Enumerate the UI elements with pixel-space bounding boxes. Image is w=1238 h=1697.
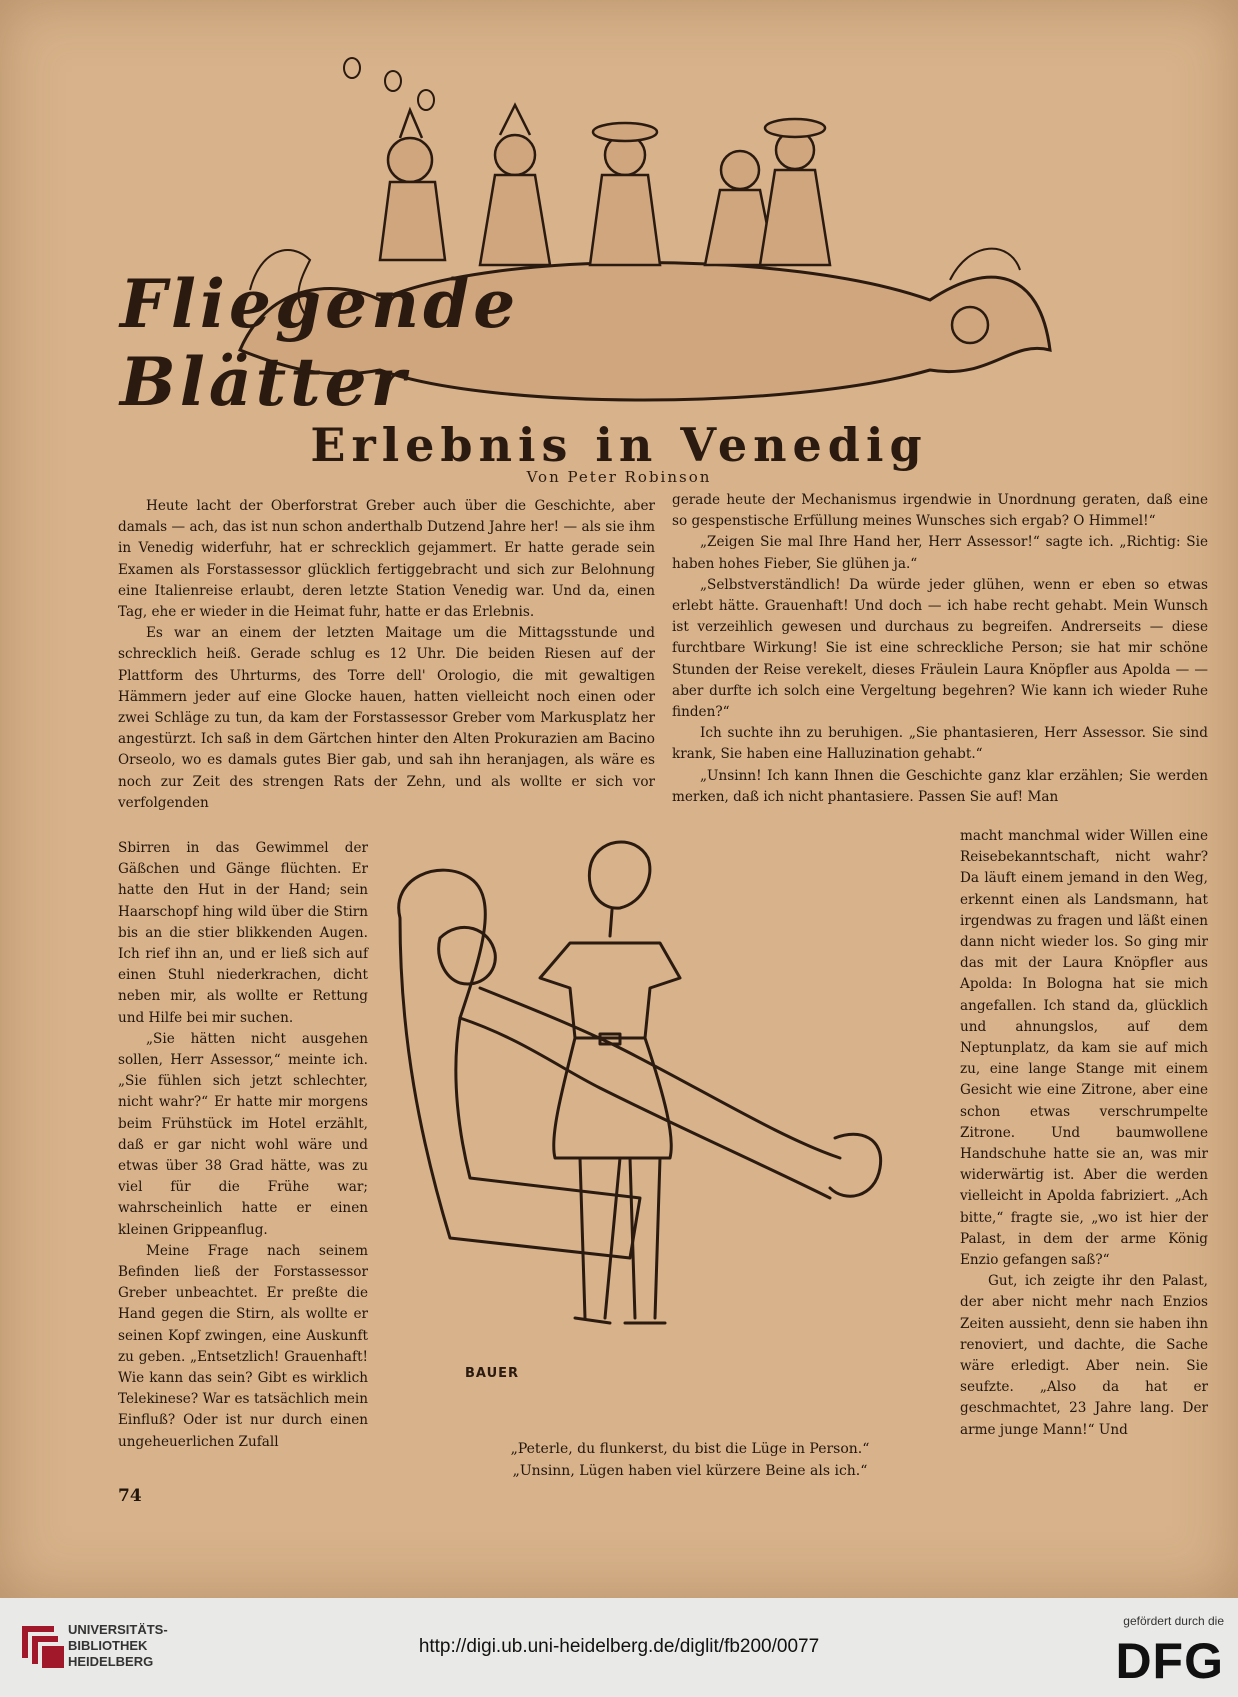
article-column-right-top <box>672 490 1208 808</box>
paragraph: „Unsinn! Ich kann Ihnen die Geschichte ganz klar erzählen; Sie werden merken, daß ich nicht phantasiere. Passen Sie auf! Man <box>672 767 1208 805</box>
paragraph: gerade heute der Mechanismus irgendwie in Unordnung geraten, daß eine so gespenstische Erfüllung meines Wunsches sich ergab? O Himmel!“ <box>672 492 1208 530</box>
paragraph: Ich suchte ihn zu beruhigen. „Sie phantasieren, Herr Assessor. Sie sind krank, Sie haben eine Halluzination gehabt.“ <box>672 725 1208 763</box>
belt <box>575 1034 645 1044</box>
library-line: HEIDELBERG <box>68 1654 154 1669</box>
article-title: Erlebnis in Venedig <box>310 418 928 472</box>
masthead-title: Fliegende Blätter <box>120 265 520 421</box>
footer-bar <box>0 1598 1238 1697</box>
armchair <box>399 870 640 1258</box>
dfg-logo: DFG <box>1115 1633 1224 1689</box>
library-line: UNIVERSITÄTS- <box>68 1622 168 1637</box>
paragraph: Heute lacht der Oberforstrat Greber auch über die Geschichte, aber damals — ach, das ist nun schon anderthalb Dutzend Jahre her! — als sie ihm in Venedig widerfuhr, hat er schrecklich gejammert. Er hatte gerade sein Examen als Forstassessor glücklich fertiggebracht und sich zur Belohnung eine Italienreise erlaubt, deren letzte Station Venedig war. Und da, einen Tag, ehe er wieder in die Heimat fuhr, hatte er das Erlebnis. <box>118 498 655 621</box>
paragraph: Es war an einem der letzten Maitage um die Mittagsstunde und schrecklich heiß. Gerade schlug es 12 Uhr. Die beiden Riesen auf der Plattform des Uhrturms, des Torre dell' Orologio, die mit gewaltigen Hämmern jeder auf eine Glocke hauen, hatten vielleicht noch einen oder zwei Schläge zu tun, da kam der Forstassessor Greber vom Markusplatz her angestürzt. Ich saß in dem Gärtchen hinter den Alten Prokurazien am Bacino Orseolo, wo es damals gutes Bier gab, und sah ihn heranjagen, als wäre es noch zur Zeit des strengen Rats der Zehn, und als wollte er sich vor verfolgenden <box>118 625 655 811</box>
library-line: BIBLIOTHEK <box>68 1638 148 1653</box>
bubble-icon <box>418 90 434 110</box>
article-byline: Von Peter Robinson <box>526 468 712 486</box>
paragraph: macht manchmal wider Willen eine Reisebekanntschaft, nicht wahr? Da läuft einem jemand in den Weg, erkennt einen als Landsmann, hat irgendwas zu fragen und läßt einen dann nicht wieder los. So ging mir das mit der Laura Knöpfler aus Apolda: In Bologna hat sie mich angefallen. Ich stand da, glücklich und ahnungslos, auf dem Neptunplatz, da kam sie auf mich zu, eine lange Stange mit einem Gesicht wie eine Zitrone, aber eine schon etwas verschrumpelte Zitrone. Und baumwollene Handschuhe hatte sie an, was mir widerwärtig ist. Aber die werden vielleicht in Apolda fabriziert. „Ach bitte,“ fragte sie, „wo ist hier der Palast, in dem der arme König Enzio gefangen saß?“ <box>960 828 1208 1269</box>
paragraph: Meine Frage nach seinem Befinden ließ der Forstassessor Greber unbeachtet. Er preßte die Hand gegen die Stirn, als wollte er seinen Kopf zwingen, eine Auskunft zu geben. „Entsetzlich! Grauenhaft! Wie kann das sein? Gibt es wirklich Telekinese? War es tatsächlich mein Einfluß? Oder ist nur durch einen ungeheuerlichen Zufall <box>118 1242 368 1450</box>
illustrator-signature: BAUER <box>465 1366 520 1381</box>
funder-label: gefördert durch die <box>1123 1614 1224 1628</box>
bubble-icon <box>385 71 401 91</box>
shoe-icon <box>830 1134 881 1196</box>
illustration-caption <box>460 1438 920 1482</box>
article-column-left-top <box>118 496 655 814</box>
digital-copy-url[interactable]: http://digi.ub.uni-heidelberg.de/diglit/fb200/0077 <box>418 1636 820 1657</box>
cartoon-illustration <box>380 838 950 1403</box>
page-number: 74 <box>118 1486 142 1506</box>
paragraph: Sbirren in das Gewimmel der Gäßchen und Gänge flüchten. Er hatte den Hut in der Hand; sein Haarschopf hing wild über die Stirn bis an die stier blikkenden Augen. Ich rief ihn an, und er ließ sich auf einen Stuhl niederkrachen, dicht neben mir, als wollte er Rettung und Hilfe bei mir suchen. <box>118 840 368 1026</box>
caption-line: „Unsinn, Lügen haben viel kürzere Beine als ich.“ <box>512 1463 868 1479</box>
bubble-icon <box>344 58 360 78</box>
caption-line: „Peterle, du flunkerst, du bist die Lüge in Person.“ <box>510 1441 870 1457</box>
paragraph: „Zeigen Sie mal Ihre Hand her, Herr Assessor!“ sagte ich. „Richtig: Sie haben hohes Fieber, Sie glühen ja.“ <box>672 534 1208 572</box>
article-column-left-narrow <box>118 838 368 1453</box>
paragraph: „Selbstverständlich! Da würde jeder glühen, wenn er eben so etwas erlebt hätte. Grauenhaft! Und doch — ich habe recht gehabt. Mein Wunsch ist verzeihlich gewesen und durchaus zu begreifen. Andrerseits — diese furchtbare Wirkung! Sie ist eine schreckliche Person; sie hat mir schöne Stunden der Reise verekelt, dieses Fräulein Laura Knöpfler aus Apolda — — aber durfte ich solch eine Vergeltung begehren? Wie kann ich wieder Ruhe finden?“ <box>672 576 1208 721</box>
paragraph: „Sie hätten nicht ausgehen sollen, Herr Assessor,“ meinte ich. „Sie fühlen sich jetzt schlechter, nicht wahr?“ Er hatte mir morgens beim Frühstück im Hotel erzählt, daß er gar nicht wohl wäre und etwas über 38 Grad hätte, was zu viel für die Frühe war; wahrscheinlich hatte er einen kleinen Grippeanflug. <box>118 1030 368 1238</box>
article-column-right-narrow <box>960 826 1208 1441</box>
paragraph: Gut, ich zeigte ihr den Palast, der aber nicht mehr nach Enzios Zeiten aussieht, denn sie haben ihn renoviert, und dachte, die Sache wäre erledigt. Aber nein. Sie seufzte. „Also da hat er geschmachtet, 23 Jahre lang. Der arme junge Mann!“ Und <box>960 1273 1208 1438</box>
